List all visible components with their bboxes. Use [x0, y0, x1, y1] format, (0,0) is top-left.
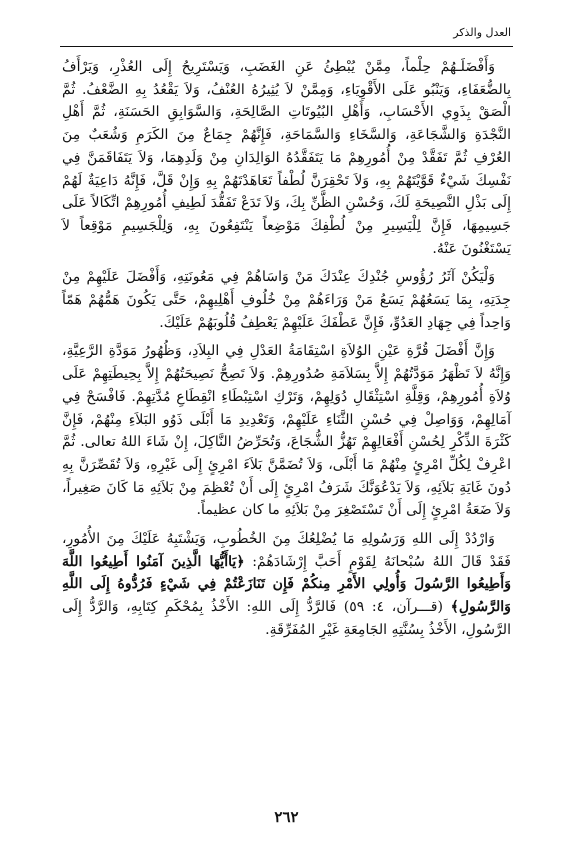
page-number: ٢٦٢ [274, 808, 299, 826]
running-title: العدل والذكر [453, 26, 511, 39]
header-rule [60, 46, 513, 47]
paragraph-4 [62, 528, 511, 642]
paragraph-1 [62, 56, 511, 260]
paragraph-4-text-end: (قـــرآن، ٤: ٥٩) فَالرَّدُّ إِلَى اللهِ: الأَخْذُ بِمُحْكَمِ كِتَابِهِ، وَالرَّدُّ إِلَى الرَّسُولِ، الأَخْذُ بِسُنَّتِهِ الجَامِعَةِ غَيْرِ المُفَرِّقَةِ. [62, 599, 511, 638]
paragraph-1-text: وَأَفْضَلَـهُمْ حِلْماً، مِمَّنْ يُبْطِئُ عَنِ الغَضَبِ، وَيَسْتَرِيحُ إِلَى العُذْرِ، وَيَرْأَفُ بِالضُّعَفَاءِ، وَيَنْبُو عَلَى الأَقْوِيَاءِ، وَمِمَّنْ لاَ يُثِيرُهُ العُنْفُ، وَلاَ يَقْعُدُ بِهِ الضَّعْفُ. ثُمَّ الْصَقْ بِذَوِي الأَحْسَابِ، وَأَهْلِ البُيُوتَاتِ الصَّالِحَةِ، وَالسَّوَابِقِ الحَسَنَةِ، ثُمَّ أَهْلِ النَّجْدَةِ وَالشَّجَاعَةِ، وَالسَّخَاءِ وَالسَّمَاحَةِ، فَإِنَّهُمْ جِمَاعٌ مِنَ الكَرَمِ وَشُعَبٌ مِنَ العُرْفِ ثُمَّ تَفَقَّدْ مِنْ أُمُورِهِمْ مَا يَتَفَقَّدُهُ الوَالِدَانِ مِنْ وَلَدِهِمَا، وَلاَ يَتَفَاقَمَنَّ فِي نَفْسِكَ شَيْءٌ قَوَّيْتَهُمْ بِهِ، وَلاَ تَحْقِرَنَّ لُطْفاً تَعَاهَدْتَهُمْ بِهِ وَإِنْ قَلَّ، فَإِنَّهُ دَاعِيَةٌ لَهُمْ إِلَى بَذْلِ النَّصِيحَةِ لَكَ، وَحُسْنِ الظَّنِّ بِكَ، وَلاَ تَدَعْ تَفَقُّدَ لَطِيفِ أُمُورِهِمْ اتِّكَالاً عَلَى جَسِيمِهَا، فَإِنَّ لِلْيَسِيرِ مِنْ لُطْفِكَ مَوْضِعاً يَنْتَفِعُونَ بِهِ، وَلِلْجَسِيمِ مَوْقِعاً لاَ يَسْتَغْنُونَ عَنْهُ. [62, 59, 511, 257]
quran-verse: ﴿يَاأَيُّهَا الَّذِينَ آمَنُوا أَطِيعُوا اللَّهَ وَأَطِيعُوا الرَّسُولَ وَأُولِي الأَمْرِ مِنكُمْ فَإِن تَنَازَعْتُمْ فِي شَيْءٍ فَرُدُّوهُ إِلَى اللَّهِ وَالرَّسُولِ﴾ [62, 553, 511, 616]
paragraph-2-text: وَلْيَكُنْ آثَرُ رُؤُوسِ جُنْدِكَ عِنْدَكَ مَنْ وَاسَاهُمْ فِي مَعُونَتِهِ، وَأَفْضَلَ عَلَيْهِمْ مِنْ جِدَتِهِ، بِمَا يَسَعُهُمْ يَسَعُ مَنْ وَرَاءَهُمْ مِنْ خُلُوفِ أَهْلِيهِمْ، حَتَّى يَكُونَ هَمُّهُمْ هَمّاً وَاحِداً فِي جِهَادِ العَدُوِّ، فَإِنَّ عَطْفَكَ عَلَيْهِمْ يَعْطِفُ قُلُوبَهُمْ عَلَيْكَ. [62, 269, 511, 331]
paragraph-4-text: وَارْدُدْ إِلَى اللهِ وَرَسُولِهِ مَا يُضْلِعُكَ مِنَ الخُطُوبِ، وَيَشْتَبِهُ عَلَيْكَ مِنَ الأُمُورِ، فَقَدْ قَالَ اللهُ سُبْحانَهُ لِقَوْمٍ أَحَبَّ إِرْشَادَهُمْ: [62, 531, 511, 570]
paragraph-3 [62, 340, 511, 522]
body-text [62, 56, 511, 648]
paragraph-2 [62, 266, 511, 334]
paragraph-3-text: وَإِنَّ أَفْضَلَ قُرَّةِ عَيْنِ الوُلاَةِ اسْتِقَامَةُ العَدْلِ فِي البِلاَدِ، وَظُهُورُ مَوَدَّةِ الرَّعِيَّةِ، وَإِنَّهُ لاَ تَظْهَرُ مَوَدَّتُهُمْ إِلاَّ بِسَلاَمَةِ صُدُورِهِمْ. وَلاَ تَصِحُّ نَصِيحَتُهُمْ إِلاَّ بِحِيطَتِهِمْ عَلَى وُلاَةِ أُمُورِهِمْ، وَقِلَّةِ اسْتِثْقَالِ دُوَلِهِمْ، وَتَرْكِ اسْتِبْطَاءِ انْقِطَاعِ مُدَّتِهِمْ. فَافْسَحْ فِي آمَالِهِمْ، وَوَاصِلْ فِي حُسْنِ الثَّنَاءِ عَلَيْهِمْ، وَتَعْدِيدِ مَا أَبْلَى ذَوُو البَلاَءِ مِنْهُمْ، فَإِنَّ كَثْرَةَ الذِّكْرِ لِحُسْنِ أَفْعَالِهِمْ تَهُزُّ الشُّجَاعَ، وَتُحَرِّضُ النَّاكِلَ، إِنْ شَاءَ اللهُ تعالى. ثُمَّ اعْرِفْ لِكُلِّ امْرِئٍ مِنْهُمْ مَا أَبْلَى، وَلاَ تُضَمَّنَّ بَلاَءَ امْرِئٍ إِلَى غَيْرِهِ، وَلاَ تُقَصِّرَنَّ بِهِ دُونَ غَايَةِ بَلاَئِهِ، وَلاَ يَدْعُوَنَّكَ شَرَفُ امْرِئٍ إِلَى أَنْ تُعْظِمَ مِنْ بَلاَئِهِ مَا كَانَ صَغِيراً، وَلاَ ضَعَةُ امْرِئٍ إِلَى أَنْ تَسْتَصْغِرَ مِنْ بَلاَئِهِ ما كان عظيماً. [62, 343, 511, 519]
